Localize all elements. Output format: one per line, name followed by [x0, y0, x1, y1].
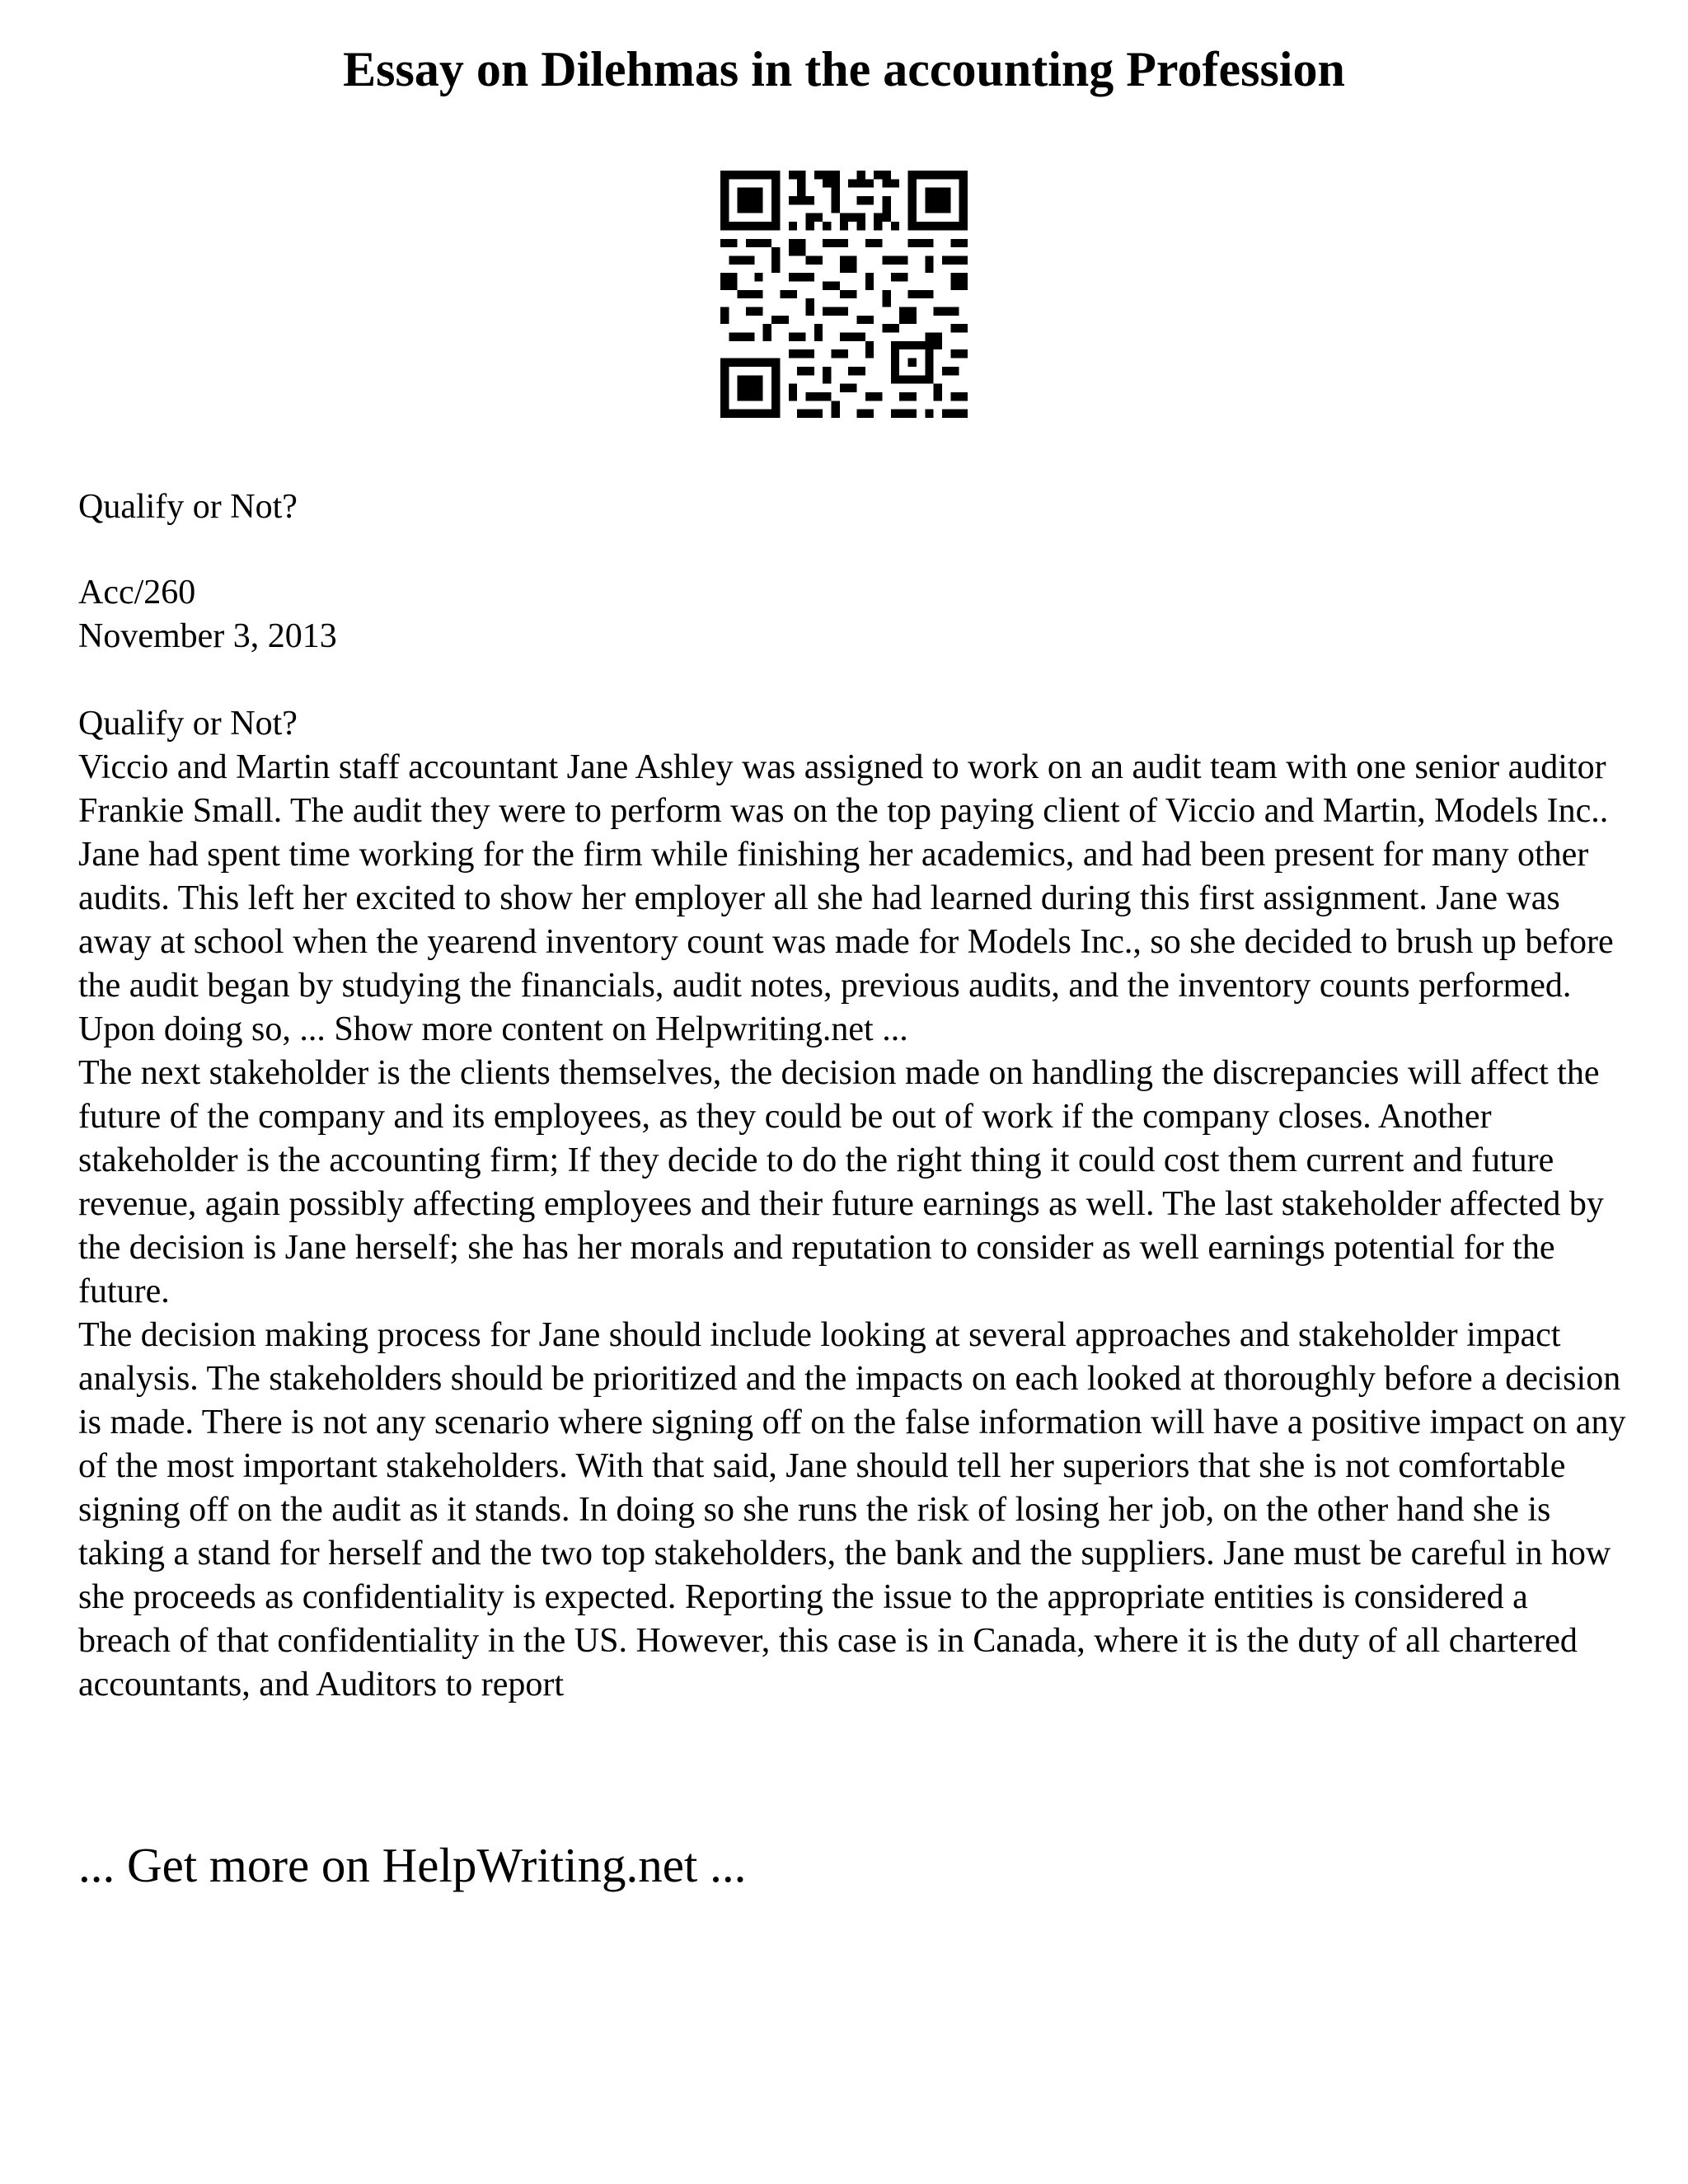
- body-paragraph: The decision making process for Jane should include looking at several approaches and stakeholder impact analysis. The stakeholders should be prioritized and the impacts on each looked at thoroughly before a decision is made. There is not any scenario where signing off on the false information will have a positive impact on any of the most important stakeholders. With that said, Jane should tell her superiors that she is not comfortable signing off on the audit as it stands. In doing so she runs the risk of losing her job, on the other hand she is taking a stand for herself and the two top stakeholders, the bank and the suppliers. Jane must be careful in how she proceeds as confidentiality is expected. Reporting the issue to the appropriate entities is considered a breach of that confidentiality in the US. However, this case is in Canada, where it is the duty of all chartered accountants, and Auditors to report: [78, 1316, 1626, 1704]
- get-more-link[interactable]: ... Get more on HelpWriting.net ...: [78, 1838, 747, 1892]
- subtitle: Qualify or Not?: [78, 488, 298, 526]
- document-title: Essay on Dilehmas in the accounting Profession: [343, 42, 1345, 96]
- course-code: Acc/260: [78, 574, 196, 612]
- essay-body: [78, 702, 1628, 1707]
- body-paragraph: Viccio and Martin staff accountant Jane Ashley was assigned to work on an audit team with one senior auditor Frankie Small. The audit they were to perform was on the top paying client of Viccio and Martin, Models Inc.. Jane had spent time working for the firm while finishing her academics, and had been present for many other audits. This left her excited to show her employer all she had learned during this first assignment. Jane was away at school when the yearend inventory count was made for Models Inc., so she decided to brush up before the audit began by studying the financials, audit notes, previous audits, and the inventory counts performed. Upon doing so, ... Show more content on Helpwriting.net ...: [78, 748, 1614, 1048]
- body-paragraph: The next stakeholder is the clients themselves, the decision made on handling the discrepancies will affect the future of the company and its employees, as they could be out of work if the company closes. Another stakeholder is the accounting firm; If they decide to do the right thing it could cost them current and future revenue, again possibly affecting employees and their future earnings as well. The last stakeholder affected by the decision is Jane herself; she has her morals and reputation to consider as well earnings potential for the future.: [78, 1054, 1604, 1310]
- body-heading: Qualify or Not?: [78, 705, 298, 743]
- essay-date: November 3, 2013: [78, 617, 337, 655]
- qr-code-icon: [720, 171, 968, 418]
